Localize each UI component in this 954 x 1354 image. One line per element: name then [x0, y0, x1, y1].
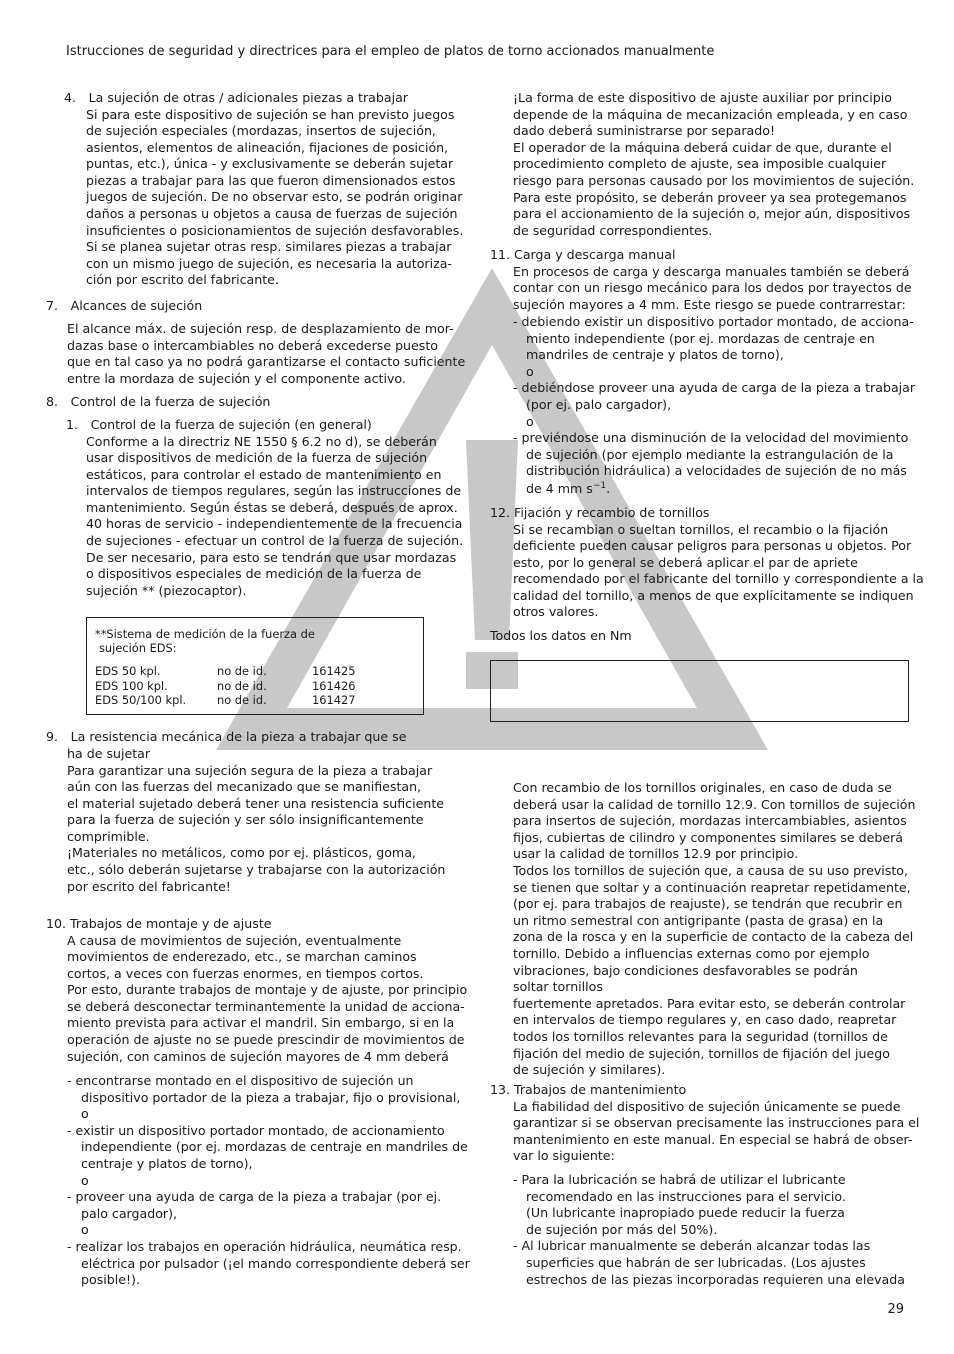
- text-line: depende de la máquina de mecanización empleada, y en caso: [513, 106, 908, 122]
- page-header: Istrucciones de seguridad y directrices para el empleo de platos de torno accionados manualmente: [66, 44, 715, 59]
- list-line: (por ej. palo cargador),: [526, 396, 672, 412]
- text-line: contar con un riesgo mecánico para los dedos por trayectos de: [513, 280, 912, 296]
- list-line: eléctrica por pulsador (¡el mando correspondiente deberá ser: [81, 1255, 470, 1271]
- list-line: miento independiente (por ej. mordazas de centraje en: [526, 330, 875, 346]
- text-line: riesgo para personas causado por los movimientos de sujeción.: [513, 172, 915, 188]
- section-13-body: [513, 1099, 919, 1165]
- text-line: operación de ajuste no se puede prescindir de movimientos de: [67, 1032, 465, 1048]
- text-line: sujeción ** (piezocaptor).: [86, 582, 247, 598]
- section-12-body-2: [513, 780, 915, 1079]
- text-line: ¡Materiales no metálicos, como por ej. plásticos, goma,: [67, 845, 416, 861]
- list-line: centraje y platos de torno),: [81, 1155, 253, 1171]
- text-line: el material sujetado deberá tener una resistencia suficiente: [67, 795, 445, 811]
- list-line: - debiéndose proveer una ayuda de carga de la pieza a trabajar: [513, 380, 916, 396]
- section-4-body: [86, 107, 463, 290]
- list-line: posible!).: [81, 1272, 140, 1288]
- list-line: o: [81, 1222, 89, 1238]
- text-line: juegos de sujeción. De no observar esto, se podrán originar: [86, 189, 463, 205]
- list-line: de sujeción por más del 50%).: [526, 1221, 718, 1237]
- text-line: fuertemente apretados. Para evitar esto, se deberán controlar: [513, 995, 906, 1011]
- section-10-body: [67, 933, 467, 1066]
- text-line: para la fuerza de sujeción y ser sólo insignificantemente: [67, 812, 424, 828]
- text-line: en intervalos de tiempo regulares y, en caso dado, reapretar: [513, 1012, 897, 1028]
- list-line: - encontrarse montado en el dispositivo de sujeción un: [67, 1073, 414, 1088]
- list-line: - Para la lubricación se habrá de utilizar el lubricante: [513, 1172, 846, 1187]
- text-line: por escrito del fabricante!: [67, 878, 231, 894]
- text-line: movimientos de enderezado, etc., se marchan caminos: [67, 949, 417, 965]
- section-11-body: [513, 264, 912, 314]
- section-11-last-line: de 4 mm $s^{-1}$.: [526, 480, 611, 496]
- text-line: Todos los tornillos de sujeción que, a causa de su uso previsto,: [513, 862, 908, 878]
- text-line: calidad del tornillo, a menos de que explícitamente se indiquen: [513, 587, 914, 603]
- eds-row-name: EDS 50/100 kpl.: [95, 693, 187, 707]
- text-line: mantenimiento en este manual. En especial se habrá de obser-: [513, 1131, 913, 1147]
- text-line: dazas base o intercambiables no deberá excederse puesto: [67, 337, 438, 353]
- text-line: otros valores.: [513, 604, 599, 620]
- list-line: estrechos de las piezas incorporadas requieren una elevada: [526, 1271, 905, 1287]
- list-line: - realizar los trabajos en operación hidráulica, neumática resp.: [67, 1238, 462, 1254]
- eds-box-title-2: sujeción EDS:: [99, 641, 177, 655]
- text-line: daños a personas u objetos a causa de fuerzas de sujeción: [86, 206, 458, 222]
- text-line: puntas, etc.), única - y exclusivamente se deberán sujetar: [86, 156, 454, 172]
- text-line: de sujeción y similares).: [513, 1062, 666, 1078]
- section-10-heading: 10. Trabajos de montaje y de ajuste: [46, 916, 272, 931]
- text-line: piezas a trabajar para las que fueron dimensionados estos: [86, 172, 456, 188]
- text-line: de sujeción especiales (mordazas, insertos de sujeción,: [86, 123, 436, 139]
- list-line: - debiendo existir un dispositivo portador montado, de acciona-: [513, 314, 914, 329]
- text-line: de seguridad correspondientes.: [513, 222, 713, 238]
- section-9-body: [67, 763, 445, 896]
- text-line: de sujeciones - efectuar un control de la fuerza de sujeción.: [86, 533, 464, 549]
- text-line: var lo siguiente:: [513, 1148, 615, 1164]
- text-line: En procesos de carga y descarga manuales también se deberá: [513, 263, 910, 279]
- list-line: palo cargador),: [81, 1205, 178, 1221]
- text-line: que en tal caso ya no podrá garantizarse el contacto suficiente: [67, 354, 466, 370]
- text-line: 40 horas de servicio - independientemente de la frecuencia: [86, 516, 463, 532]
- text-line: mantenimiento. Según éstas se deberá, después de aprox.: [86, 499, 458, 515]
- list-line: (Un lubricante inapropiado puede reducir la fuerza: [526, 1205, 845, 1221]
- section-7-heading: 7. Alcances de sujeción: [46, 298, 203, 313]
- text-line: asientos, elementos de alineación, fijaciones de posición,: [86, 139, 449, 155]
- text-line: deficiente pueden causar peligros para personas u objetos. Por: [513, 538, 912, 554]
- section-10-list: [67, 1073, 470, 1289]
- text-line: se tienen que soltar y a continuación reapretar repetidamente,: [513, 879, 911, 895]
- section-9-heading: 9. La resistencia mecánica de la pieza a trabajar que se: [46, 729, 407, 744]
- list-line: distribución hidráulica) a velocidades de sujeción de no más: [526, 463, 907, 479]
- text-line: usar dispositivos de medición de la fuerza de sujeción: [86, 450, 428, 466]
- text-line: Para este propósito, se deberán proveer ya sea protegemanos: [513, 189, 907, 205]
- list-line: dispositivo portador de la pieza a trabajar, fijo o provisional,: [81, 1089, 461, 1105]
- text-line: usar la calidad de tornillos 12.9 por principio.: [513, 846, 799, 862]
- list-line: o: [526, 413, 534, 429]
- text-line: para el accionamiento de la sujeción o, mejor aún, dispositivos: [513, 206, 911, 222]
- text-line: (por ej. para trabajos de reajuste), se tendrán que recubrir en: [513, 896, 903, 912]
- text-line: procedimiento completo de ajuste, sea imposible cualquier: [513, 156, 887, 172]
- text-line: Por esto, durante trabajos de montaje y de ajuste, por principio: [67, 982, 468, 998]
- text-line: Conforme a la directriz NE 1550 § 6.2 no d), se deberán: [86, 433, 437, 449]
- eds-row-id: 161425: [312, 664, 356, 678]
- text-line: aún con las fuerzas del mecanizado que se manifiestan,: [67, 779, 422, 795]
- text-line: zona de la rosca y en la superficie de contacto de la cabeza del: [513, 929, 914, 945]
- text-line: todos los tornillos relevantes para la seguridad (tornillos de: [513, 1028, 888, 1044]
- list-line: mandriles de centraje y platos de torno),: [526, 347, 784, 363]
- text-line: vibraciones, bajo condiciones desfavorables se podrán: [513, 962, 858, 978]
- section-12-body: [513, 522, 924, 622]
- text-line: soltar tornillos: [513, 979, 603, 995]
- text-line: miento prevista para activar el mandril. Sin embargo, si en la: [67, 1015, 455, 1031]
- section-11-list: [513, 314, 915, 480]
- text-line: fijación del medio de sujeción, tornillos de fijación del juego: [513, 1045, 890, 1061]
- section-8-subheading: 1. Control de la fuerza de sujeción (en general): [66, 417, 372, 432]
- torque-table-box: [490, 660, 909, 722]
- section-9-heading-2: ha de sujetar: [67, 746, 151, 761]
- eds-row-id: 161426: [312, 678, 356, 693]
- text-line: garantizar si se observan precisamente las instrucciones para el: [513, 1115, 920, 1131]
- section-7-body: [67, 321, 465, 387]
- text-line: El operador de la máquina deberá cuidar de que, durante el: [513, 139, 892, 155]
- text-line: insuficientes o posicionamientos de sujeción desfavorables.: [86, 222, 464, 238]
- text-line: cortos, a veces con fuerzas enormes, en tiempos cortos.: [67, 965, 424, 981]
- text-line: se deberá desconectar terminantemente la unidad de acciona-: [67, 998, 465, 1014]
- list-line: recomendado en las instrucciones para el servicio.: [526, 1188, 846, 1204]
- text-line: etc., sólo deberán sujetarse y trabajarse con la autorización: [67, 862, 446, 878]
- text-line: para insertos de sujeción, mordazas intercambiables, asientos: [513, 813, 907, 829]
- eds-row-name: EDS 50 kpl.: [95, 664, 161, 678]
- list-line: - existir un dispositivo portador montado, de accionamiento: [67, 1122, 445, 1138]
- section-10-continued: [513, 90, 914, 239]
- torque-table-caption: Todos los datos en Nm: [490, 628, 632, 643]
- eds-row-id: 161427: [312, 693, 356, 707]
- eds-row-label: no de id.: [217, 678, 267, 693]
- text-line: intervalos de tiempos regulares, según las instrucciones de: [86, 483, 462, 499]
- text-line: estáticos, para controlar el estado de mantenimiento en: [86, 466, 442, 482]
- page-number: 29: [887, 1302, 904, 1317]
- list-line: o: [81, 1106, 89, 1122]
- list-line: - previéndose una disminución de la velocidad del movimiento: [513, 430, 909, 446]
- eds-info-box: [86, 617, 424, 715]
- text-line: comprimible.: [67, 828, 150, 844]
- list-line: - Al lubricar manualmente se deberán alcanzar todas las: [513, 1238, 871, 1254]
- text-line: un ritmo semestral con antigripante (pasta de grasa) en la: [513, 912, 884, 928]
- section-13-heading: 13. Trabajos de mantenimiento: [490, 1082, 687, 1097]
- list-line: de sujeción (por ejemplo mediante la estrangulación de la: [526, 446, 894, 462]
- eds-row-label: no de id.: [217, 693, 267, 707]
- section-8-body: [86, 434, 463, 600]
- text-line: ción por escrito del fabricante.: [86, 272, 279, 288]
- text-line: sujeción, con caminos de sujeción mayores de 4 mm deberá: [67, 1048, 449, 1064]
- text-line: con un mismo juego de sujeción, es necesaria la autoriza-: [86, 255, 452, 271]
- text-line: Con recambio de los tornillos originales, en caso de duda se: [513, 780, 892, 795]
- text-line: fijos, cubiertas de cilindro y componentes similares se deberá: [513, 829, 903, 845]
- text-line: ¡La forma de este dispositivo de ajuste auxiliar por principio: [513, 90, 892, 105]
- text-line: La fiabilidad del dispositivo de sujeción únicamente se puede: [513, 1098, 901, 1114]
- list-line: superficies que habrán de ser lubricadas. (Los ajustes: [526, 1254, 866, 1270]
- section-4-heading: 4. La sujeción de otras / adicionales piezas a trabajar: [64, 90, 408, 105]
- text-line: Si se recambian o sueltan tornillos, el recambio o la fijación: [513, 521, 889, 537]
- text-line: deberá usar la calidad de tornillo 12.9. Con tornillos de sujeción: [513, 796, 916, 812]
- eds-row-name: EDS 100 kpl.: [95, 678, 168, 693]
- text-line: dado deberá suministrarse por separado!: [513, 123, 776, 139]
- section-8-heading: 8. Control de la fuerza de sujeción: [46, 394, 271, 409]
- text-line: El alcance máx. de sujeción resp. de desplazamiento de mor-: [67, 321, 454, 336]
- text-line: o dispositivos especiales de medición de la fuerza de: [86, 566, 422, 582]
- text-line: Para garantizar una sujeción segura de la pieza a trabajar: [67, 762, 433, 778]
- text-line: tornillo. Debido a influencias externas como por ejemplo: [513, 945, 870, 961]
- list-line: independiente (por ej. mordazas de centraje en mandriles de: [81, 1139, 468, 1155]
- text-line: recomendado por el fabricante del tornillo y correspondiente a la: [513, 571, 924, 587]
- list-line: o: [526, 363, 534, 379]
- text-line: Si para este dispositivo de sujeción se han previsto juegos: [86, 106, 455, 122]
- section-12-heading: 12. Fijación y recambio de tornillos: [490, 505, 710, 520]
- text-line: A causa de movimientos de sujeción, eventualmente: [67, 932, 402, 948]
- text-line: esto, por lo general se deberá aplicar el par de apriete: [513, 554, 858, 570]
- text-line: De ser necesario, para esto se tendrán que usar mordazas: [86, 549, 457, 565]
- text-line: sujeción mayores a 4 mm. Este riesgo se puede contrarrestar:: [513, 296, 906, 312]
- section-11-heading: 11. Carga y descarga manual: [490, 247, 676, 262]
- list-line: o: [81, 1172, 89, 1188]
- eds-row-label: no de id.: [217, 664, 267, 678]
- text-line: Si se planea sujetar otras resp. similares piezas a trabajar: [86, 239, 452, 255]
- list-line: - proveer una ayuda de carga de la pieza a trabajar (por ej.: [67, 1189, 442, 1205]
- section-13-list: [513, 1172, 905, 1288]
- text-line: entre la mordaza de sujeción y el componente activo.: [67, 370, 406, 386]
- eds-box-title-1: **Sistema de medición de la fuerza de: [95, 627, 315, 641]
